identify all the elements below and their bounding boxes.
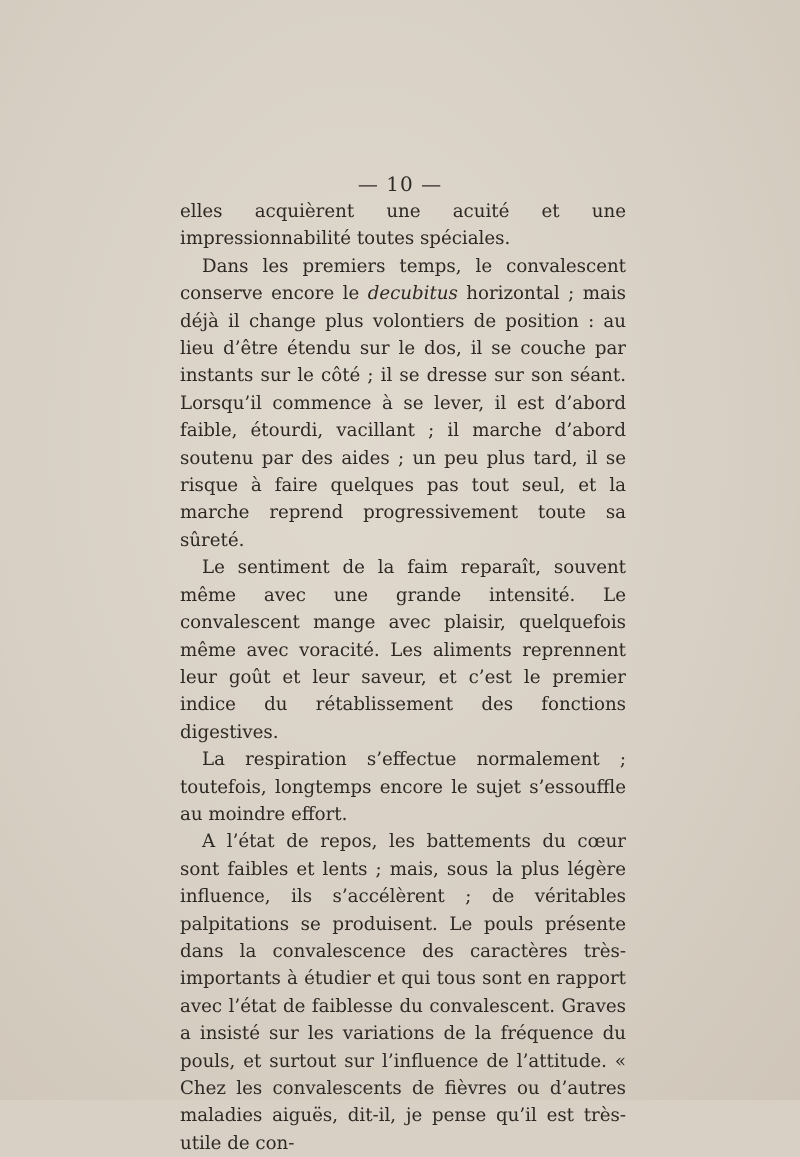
body-text [180, 198, 626, 1157]
paragraph-2 [180, 253, 626, 554]
paragraph-2-text-b: horizontal ; mais déjà il change plus volontiers de position : au lieu d’être étendu sur le dos, il se couche par instants sur le côté ; il se dresse sur son séant. Lorsqu’il commence à se lever, il est d’abord faible, étourdi, vacillant ; il marche d’abord soutenu par des aides ; un peu plus tard, il se risque à faire quelques pas tout seul, et la marche reprend progressivement toute sa sûreté. [180, 283, 626, 551]
paragraph-3 [180, 554, 626, 746]
latin-term: decubitus [367, 283, 458, 305]
paragraph-4-text: La respiration s’effectue normalement ; toutefois, longtemps encore le sujet s’essouffle au moindre effort. [180, 749, 626, 825]
page-number: — 10 — [357, 172, 443, 196]
paragraph-1-text: elles acquièrent une acuité et une impressionnabilité toutes spéciales. [180, 201, 626, 250]
paragraph-1 [180, 198, 626, 253]
paragraph-5 [180, 828, 626, 1157]
paragraph-2-text-a: Dans les premiers temps, le convalescent conserve encore le [180, 255, 626, 305]
paragraph-4 [180, 746, 626, 828]
paragraph-3-text: Le sentiment de la faim reparaît, souvent même avec une grande intensité. Le convalescent mange avec plaisir, quelquefois même avec voracité. Les aliments reprennent leur goût et leur saveur, et c’est le premier indice du rétablissement des fonctions digestives. [180, 557, 626, 743]
paragraph-5-text: A l’état de repos, les battements du cœur sont faibles et lents ; mais, sous la plus légère influence, ils s’accélèrent ; de véritables palpitations se produisent. Le pouls présente dans la convalescence des caractères très-importants à étudier et qui tous sont en rapport avec l’état de faiblesse du convalescent. Graves a insisté sur les variations de la fréquence du pouls, et surtout sur l’influence de l’attitude. « Chez les convalescents de fièvres ou d’autres maladies aiguës, dit-il, je pense qu’il est très-utile de con- [180, 831, 626, 1154]
